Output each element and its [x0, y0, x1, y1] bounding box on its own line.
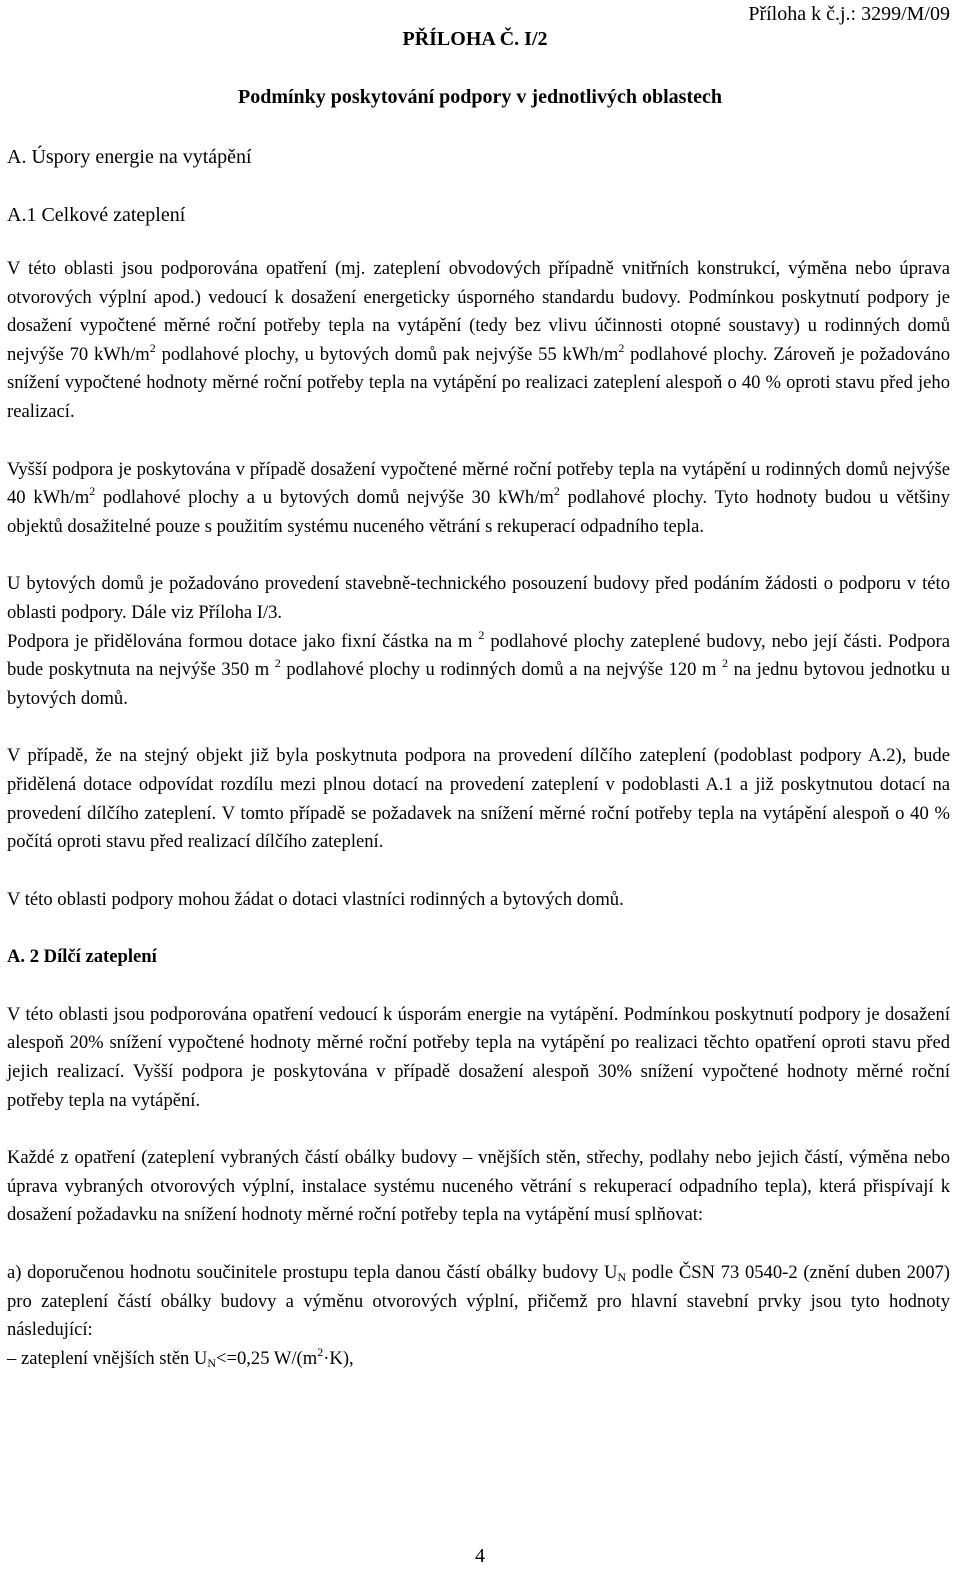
section-a1-heading: A.1 Celkové zateplení [7, 204, 186, 226]
document-body [7, 255, 950, 1373]
paragraph-8: Každé z opatření (zateplení vybraných částí obálky budovy – vnějších stěn, střechy, podlahy nebo jejich částí, výměna nebo úprava vybraných otvorových výplní, instalace systému nuceného větrání s rekuperací odpadního tepla), která přispívají k dosažení požadavku na snížení hodnoty měrné roční potřeby tepla na vytápění musí splňovat: [7, 1147, 950, 1226]
paragraph-5: V případě, že na stejný objekt již byla poskytnuta podpora na provedení dílčího zateplení (podoblast podpory A.2), bude přidělená dotace odpovídat rozdílu mezi plnou dotací na provedení zateplení v podoblasti A.1 a již poskytnutou dotací na provedení dílčího zateplení. V tomto případě se požadavek na snížení měrné roční potřeby tepla na vytápění alespoň o 40 % počítá oproti stavu před realizací dílčího zateplení. [7, 745, 950, 853]
paragraph-9: a) doporučenou hodnotu součinitele prostupu tepla danou částí obálky budovy $U_N$ podle ČSN 73 0540-2 (znění duben 2007) pro zateplení částí obálky budovy a výměnu otvorových výplní, přičemž pro hlavní stavební prvky jsou tyto hodnoty následující: [7, 1262, 950, 1341]
paragraph-2: Vyšší podpora je poskytována v případě dosažení vypočtené měrné roční potřeby tepla na vytápění u rodinných domů nejvýše 40 kWh/$m^2$ podlahové plochy a u bytových domů nejvýše 30 kWh/$m^2$ podlahové plochy. Tyto hodnoty budou u většiny objektů dosažitelné pouze s použitím systému nuceného větrání s rekuperací odpadního tepla. [7, 458, 950, 537]
document-subtitle: Podmínky poskytování podpory v jednotlivých oblastech [238, 86, 722, 108]
section-a-heading: A. Úspory energie na vytápění [7, 146, 252, 168]
paragraph-10: – zateplení vnějších stěn $U_N<=0,25$ $W/(m^2\cdot K)$, [7, 1344, 354, 1370]
paragraph-7: V této oblasti jsou podporována opatření vedoucí k úsporám energie na vytápění. Podmínkou poskytnutí podpory je dosažení alespoň 20% snížení vypočtené hodnoty měrné roční potřeby tepla na vytápění po realizaci těchto opatření oproti stavu před jejich realizací. Vyšší podpora je poskytována v případě dosažení alespoň 30% snížení vypočtené hodnoty měrné roční potřeby tepla na vytápění. [7, 1003, 950, 1111]
paragraph-3: U bytových domů je požadováno provedení stavebně-technického posouzení budovy před podáním žádosti o podporu v této oblasti podpory. Dále viz Příloha I/3. [7, 573, 950, 623]
paragraph-6: V této oblasti podpory mohou žádat o dotaci vlastníci rodinných a bytových domů. [7, 888, 624, 910]
paragraph-1: V této oblasti jsou podporována opatření (mj. zateplení obvodových případně vnitřních konstrukcí, výměna nebo úprava otvorových výplní apod.) vedoucí k dosažení energeticky úsporného standardu budovy. Podmínkou poskytnutí podpory je dosažení vypočtené měrné roční potřeby tepla na vytápění (tedy bez vlivu účinnosti otopné soustavy) u rodinných domů nejvýše 70 kWh/$m^2$ podlahové plochy, u bytových domů pak nejvýše 55 kWh/$m^2$ podlahové plochy. Zároveň je požadováno snížení vypočtené hodnoty měrné roční potřeby tepla na vytápění po realizaci zateplení alespoň o 40 % oproti stavu před jeho realizací. [7, 258, 950, 422]
paragraph-4: Podpora je přidělována formou dotace jako fixní částka na m $^2$ podlahové plochy zateplené budovy, nebo její části. Podpora bude poskytnuta na nejvýše 350 m $^2$ podlahové plochy u rodinných domů a na nejvýše 120 m $^2$ na jednu bytovou jednotku u bytových domů. [7, 627, 951, 709]
section-a2-heading: A. 2 Dílčí zateplení [7, 946, 157, 968]
page-number: 4 [475, 1545, 485, 1567]
reference-number: Příloha k č.j.: 3299/M/09 [748, 3, 950, 25]
document-title: PŘÍLOHA Č. I/2 [402, 28, 548, 50]
